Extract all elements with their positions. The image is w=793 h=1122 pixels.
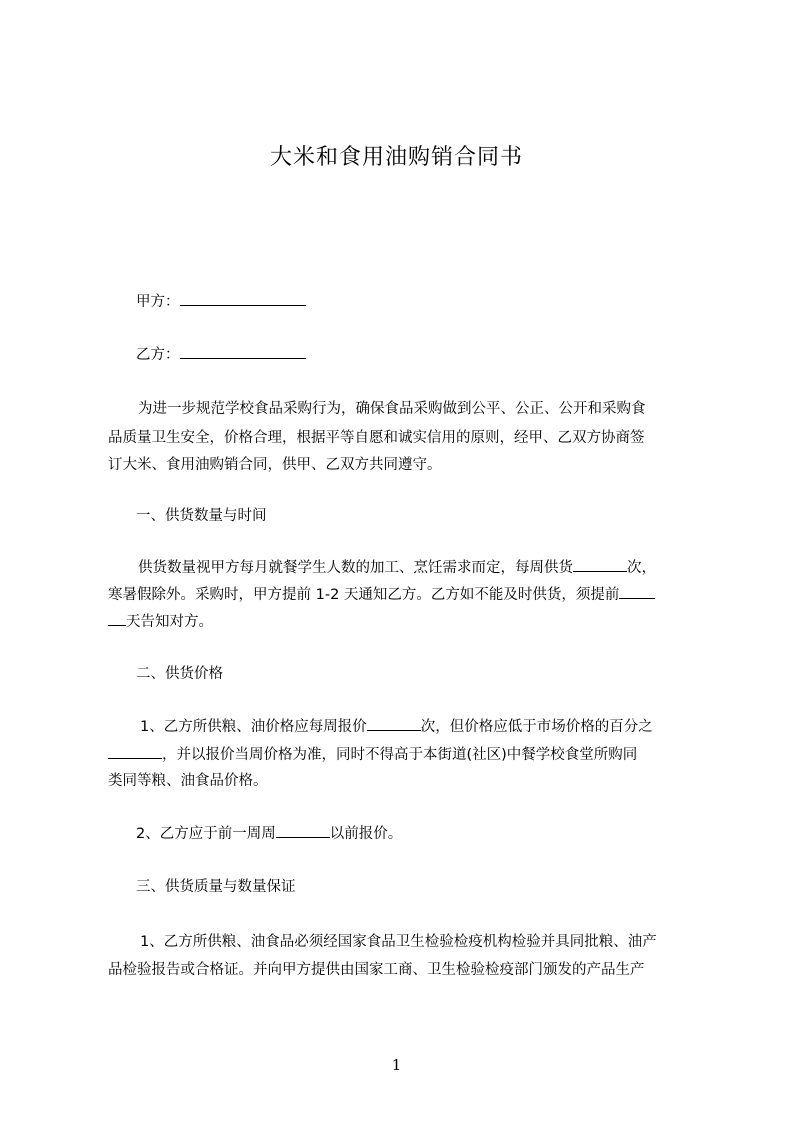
section3-line-1: 1、乙方所供粮、油食品必须经国家食品卫生检验检疫机构检验并具同批粮、油产 [140,934,657,950]
section2-item1-line-3: 类同等粮、油食品价格。 [108,773,268,789]
intro-line-1: 为进一步规范学校食品采购行为，确保食品采购做到公平、公正、公开和采购食 [138,401,646,417]
section2-text-a: 1、乙方所供粮、油价格应每周报价 [140,719,367,735]
page-number: 1 [391,1056,402,1074]
weekly-quote-blank [367,716,421,731]
intro-line-2: 品质量卫生安全，价格合理，根据平等自愿和诚实信用的原则，经甲、乙双方协商签 [108,430,645,446]
section1-text-b: 次， [627,560,656,576]
section1-line-1 [138,557,738,578]
section2-text-c: ，并以报价当周价格为准，同时不得高于本街道(社区)中餐学校食堂所购同 [162,747,638,763]
section2-item2-line [136,823,736,844]
party-b-line [136,344,736,365]
section2-heading: 二、供货价格 [136,666,223,682]
percent-blank [108,744,162,759]
party-a-line [136,291,736,312]
intro-line-3: 订大米、食用油购销合同，供甲、乙双方共同遵守。 [108,457,442,473]
party-a-label: 甲方： [136,294,180,310]
document-title: 大米和食用油购销合同书 [269,145,523,170]
section3-heading: 三、供货质量与数量保证 [136,879,296,895]
section2-item1-line-1 [140,716,740,737]
section1-text-c: 寒暑假除外。采购时，甲方提前 1-2 天通知乙方。乙方如不能及时供货，须提前 [108,587,620,603]
section2-text-e: 以前报价。 [329,826,403,842]
section1-text-a: 供货数量视甲方每月就餐学生人数的加工、烹饪需求而定，每周供货 [138,560,573,576]
section3-line-2: 品检验报告或合格证。并向甲方提供由国家工商、卫生检验检疫部门颁发的产品生产 [108,962,645,978]
section2-item1-line-2 [108,744,708,765]
notice-days-blank-b [108,611,126,626]
section2-text-b: 次，但价格应低于市场价格的百分之 [420,719,653,735]
section2-text-d: 2、乙方应于前一周周 [136,826,276,842]
party-b-blank [180,344,306,359]
weekly-supply-blank [573,557,627,572]
party-b-label: 乙方： [136,347,180,363]
section1-line-2 [108,584,708,605]
section1-line-3 [108,611,708,632]
section1-heading: 一、供货数量与时间 [136,508,267,524]
section1-text-d: 天告知对方。 [126,614,213,630]
party-a-blank [180,291,306,306]
quote-day-blank [276,823,330,838]
notice-days-blank-a [619,584,655,599]
